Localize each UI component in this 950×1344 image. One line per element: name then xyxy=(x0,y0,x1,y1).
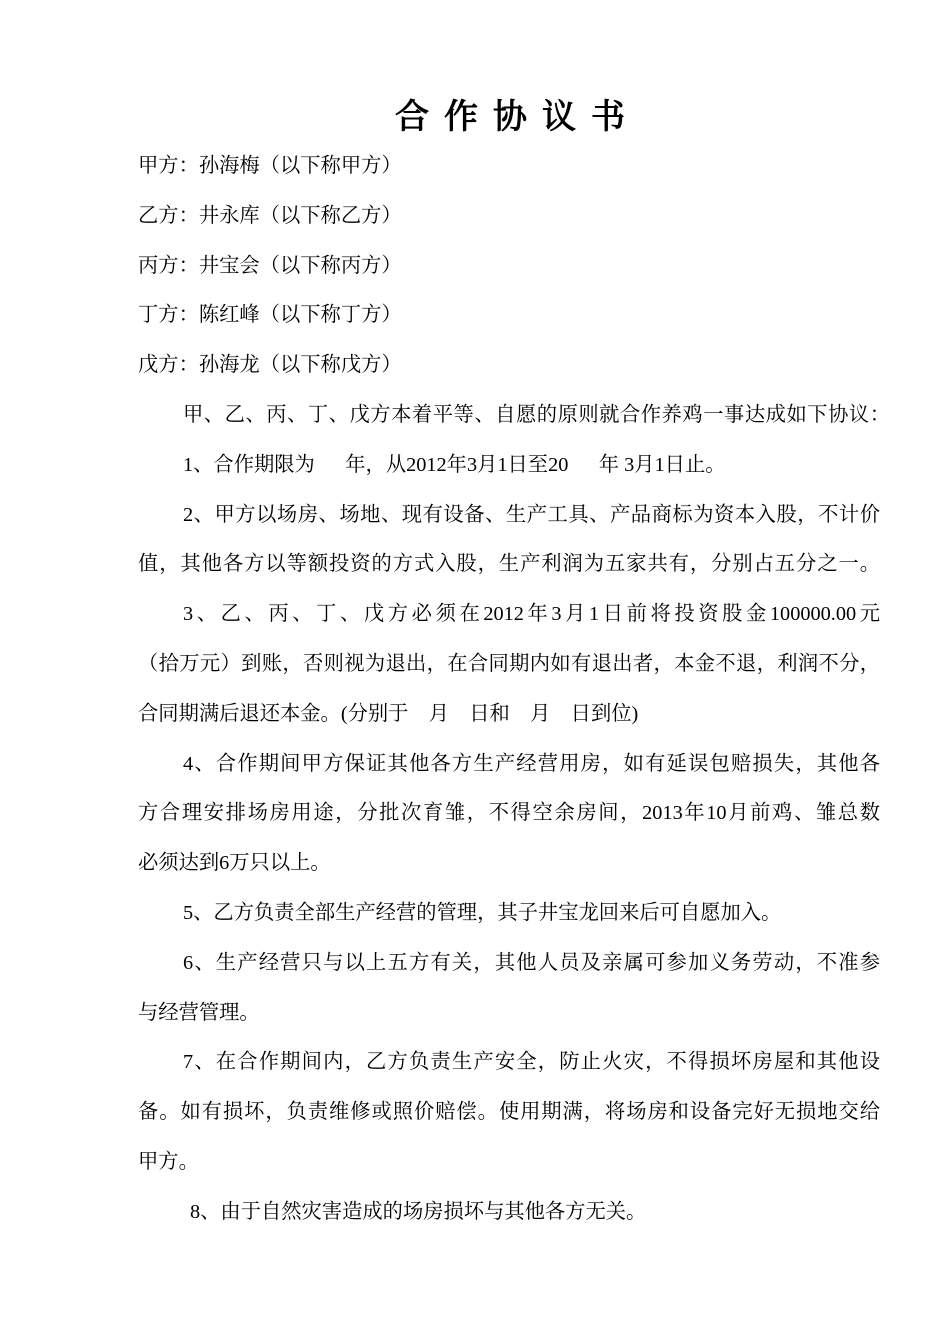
clause-2-line-2: 值，其他各方以等额投资的方式入股，生产利润为五家共有，分别占五分之一。 xyxy=(138,553,880,576)
clause-3-line-2: （拾万元）到账，否则视为退出，在合同期内如有退出者，本金不退，利润不分， xyxy=(138,652,880,675)
party-d-line: 丁方：陈红峰（以下称丁方） xyxy=(138,304,402,327)
party-c-line: 丙方：井宝会（以下称丙方） xyxy=(138,254,402,277)
clause-8-line-1: 8、由于自然灾害造成的场房损坏与其他各方无关。 xyxy=(190,1200,647,1223)
clause-1-line-1: 1、合作期限为 年，从2012年3月1日至20 年 3月1日止。 xyxy=(183,453,726,476)
party-b-line: 乙方：井永库（以下称乙方） xyxy=(138,204,402,227)
clause-7-line-1: 7、在合作期间内，乙方负责生产安全，防止火灾，不得损坏房屋和其他设 xyxy=(183,1051,880,1074)
document-body xyxy=(0,142,950,1238)
clause-7-line-2: 备。如有损坏，负责维修或照价赔偿。使用期满，将场房和设备完好无损地交给 xyxy=(138,1101,880,1124)
clause-4-line-1: 4、合作期间甲方保证其他各方生产经营用房，如有延误包赔损失，其他各 xyxy=(183,752,880,775)
preamble: 甲、乙、丙、丁、戊方本着平等、自愿的原则就合作养鸡一事达成如下协议： xyxy=(183,403,890,426)
clause-4-line-2: 方合理安排场房用途，分批次育雏，不得空余房间，2013年10月前鸡、雏总数 xyxy=(138,802,880,825)
clause-6-line-2: 与经营管理。 xyxy=(138,1001,260,1024)
party-e-line: 戊方：孙海龙（以下称戊方） xyxy=(138,354,402,377)
clause-6-line-1: 6、生产经营只与以上五方有关，其他人员及亲属可参加义务劳动，不准参 xyxy=(183,951,880,974)
document-title: 合作协议书 xyxy=(395,99,640,136)
clause-3-line-3: 合同期满后退还本金。(分别于 月 日和 月 日到位) xyxy=(138,702,639,725)
party-a-line: 甲方：孙海梅（以下称甲方） xyxy=(138,155,402,177)
clause-2-line-1: 2、甲方以场房、场地、现有设备、生产工具、产品商标为资本入股，不计价 xyxy=(183,503,880,526)
clause-5-line-1: 5、乙方负责全部生产经营的管理，其子井宝龙回来后可自愿加入。 xyxy=(183,901,782,924)
clause-4-line-3: 必须达到6万只以上。 xyxy=(138,852,331,875)
clause-3-line-1: 3、乙、丙、丁、戊方必须在2012年3月1日前将投资股金100000.00元 xyxy=(183,603,880,626)
clause-7-line-3: 甲方。 xyxy=(138,1150,199,1173)
